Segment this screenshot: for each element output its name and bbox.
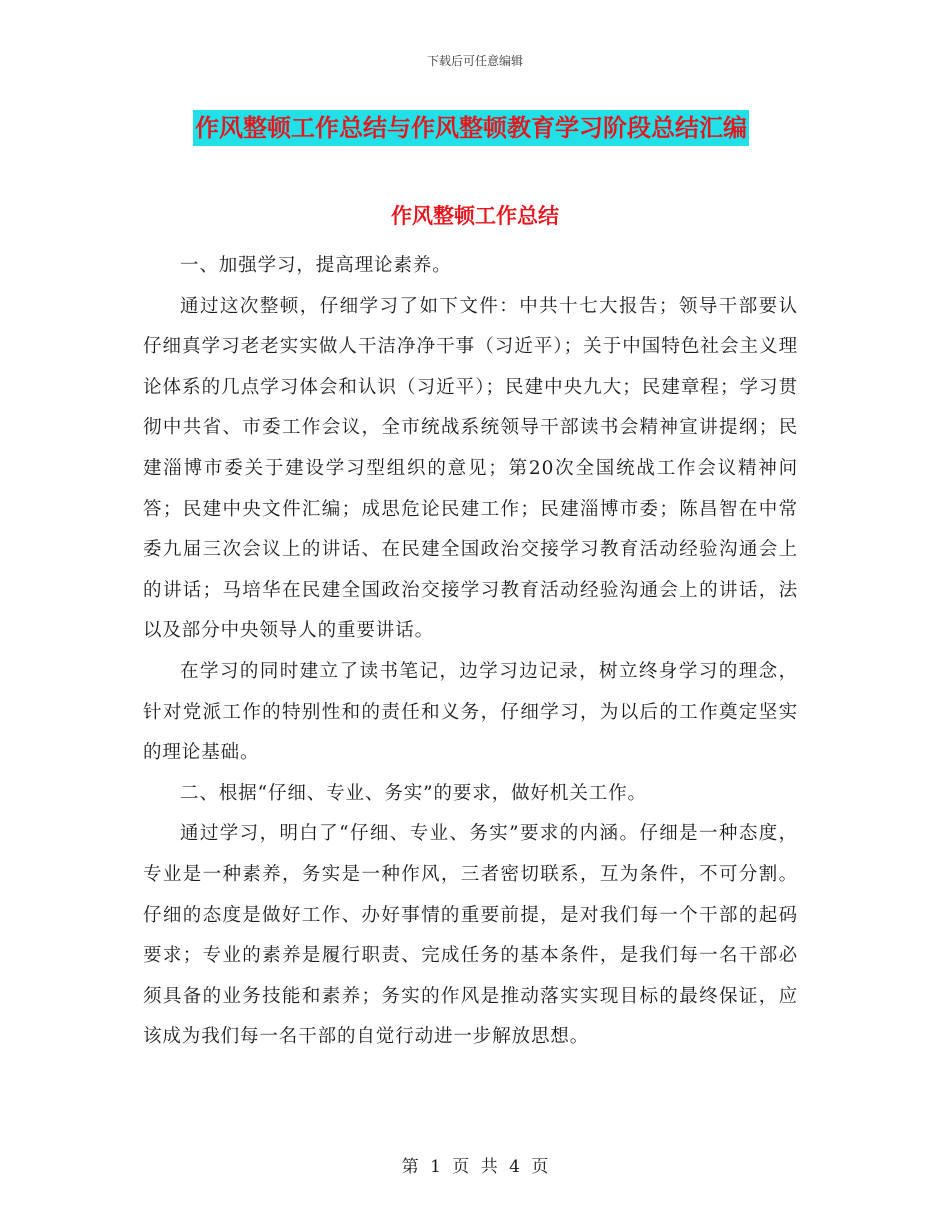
section-title: 作风整顿工作总结 [391,204,559,228]
paragraph-heading-2: 二、根据“仔细、专业、务实”的要求，做好机关工作。 [180,782,647,804]
paragraph: 通过这次整顿，仔细学习了如下文件：中共十七大报告；领导干部要认仔细真学习老老实实做人干洁净净干事（习近平）；关于中国特色社会主义理论体系的几点学习体会和认识（习近平）；民建中央九大；民建章程；学习贯彻中共省、市委工作会议，全市统战系统领导干部读书会精神宣讲提纲；民建淄博市委关于建设学习型组织的意见；第20次全国统战工作会议精神问答；民建中央文件汇编；成思危论民建工作；民建淄博市委；陈昌智在中常委九届三次会议上的讲话、在民建全国政治交接学习教育活动经验沟通会上的讲话；马培华在民建全国政治交接学习教育活动经验沟通会上的讲话，法以及部分中央领导人的重要讲话。 [143,295,798,642]
page-number-footer: 第 1 页 共 4 页 [401,1157,549,1177]
body-text [143,246,798,1058]
paragraph: 通过学习，明白了“仔细、专业、务实”要求的内涵。仔细是一种态度，专业是一种素养，务实是一种作风，三者密切联系，互为条件，不可分割。仔细的态度是做好工作、办好事情的重要前提，是对我们每一个干部的起码要求；专业的素养是履行职责、完成任务的基本条件，是我们每一名干部必须具备的业务技能和素养；务实的作风是推动落实实现目标的最终保证，应该成为我们每一名干部的自觉行动进一步解放思想。 [143,823,798,1048]
header-note: 下载后可任意编辑 [426,54,523,68]
main-title: 作风整顿工作总结与作风整顿教育学习阶段总结汇编 [193,110,749,146]
paragraph-heading-1: 一、加强学习，提高理论素养。 [180,255,452,276]
paragraph: 在学习的同时建立了读书笔记，边学习边记录，树立终身学习的理念，针对党派工作的特别性和的责任和义务，仔细学习，为以后的工作奠定坚实的理论基础。 [143,660,798,764]
